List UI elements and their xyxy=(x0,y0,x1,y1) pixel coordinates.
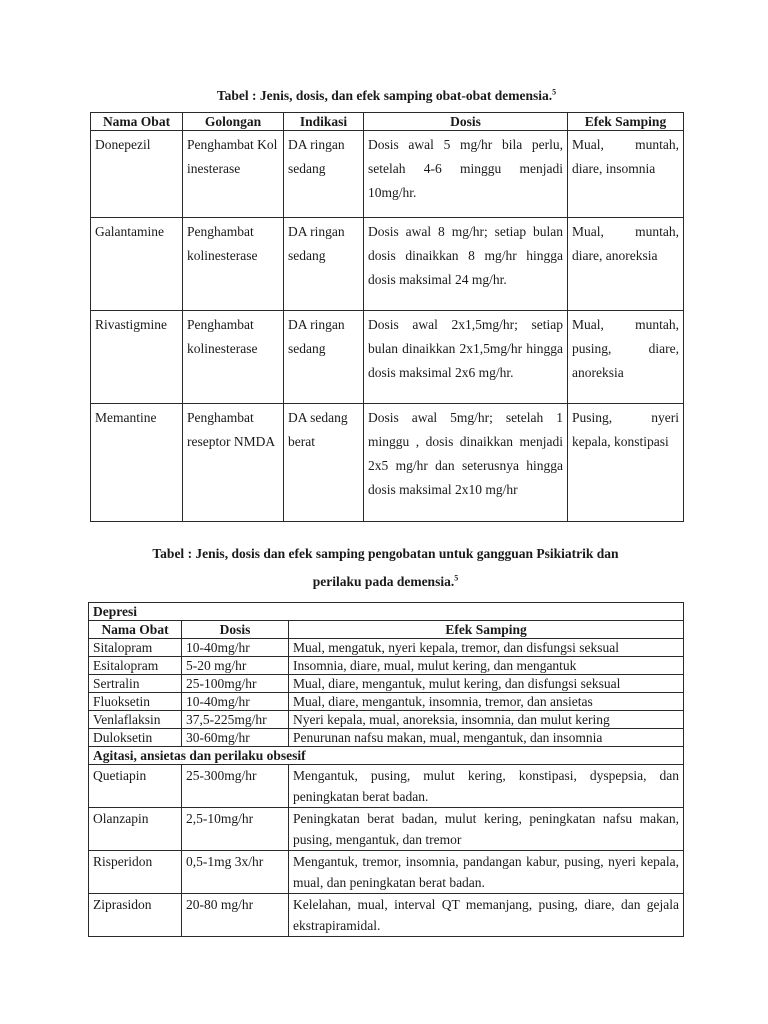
drug-class: Penghambat reseptor NMDA xyxy=(183,404,284,522)
drug-side-effects: Pusing, nyeri kepala, konstipasi xyxy=(568,404,684,522)
drug-indication: DA ringan sedang xyxy=(284,218,364,311)
table1-header-row xyxy=(91,113,684,131)
drug-dose: Dosis awal 5mg/hr; setelah 1 minggu , dosis dinaikkan menjadi 2x5 mg/hr dan seterusnya hingga dosis maksimal 2x10 mg/hr xyxy=(364,404,568,522)
table-row xyxy=(89,808,684,851)
drug-name: Quetiapin xyxy=(89,765,182,808)
table2-caption-line2: perilaku pada demensia. xyxy=(312,574,455,589)
drug-side-effects: Mengantuk, pusing, mulut kering, konstipasi, dyspepsia, dan peningkatan berat badan. xyxy=(289,765,684,808)
drug-name: Sertralin xyxy=(89,675,182,693)
drug-name: Ziprasidon xyxy=(89,894,182,937)
drug-dose: 37,5-225mg/hr xyxy=(182,711,289,729)
table2-caption xyxy=(88,540,683,596)
drug-name: Esitalopram xyxy=(89,657,182,675)
drug-dose: 20-80 mg/hr xyxy=(182,894,289,937)
drug-dose: Dosis awal 8 mg/hr; setiap bulan dosis dinaikkan 8 mg/hr hingga dosis maksimal 24 mg/hr. xyxy=(364,218,568,311)
drug-side-effects: Nyeri kepala, mual, anoreksia, insomnia, dan mulut kering xyxy=(289,711,684,729)
drug-side-effects: Peningkatan berat badan, mulut kering, peningkatan nafsu makan, pusing, mengantuk, dan tremor xyxy=(289,808,684,851)
table1-header: Nama Obat xyxy=(91,113,183,131)
table1-row xyxy=(91,218,684,311)
drug-side-effects: Mual, muntah, diare, anoreksia xyxy=(568,218,684,311)
table-row xyxy=(89,894,684,937)
drug-name: Donepezil xyxy=(91,131,183,218)
drug-name: Rivastigmine xyxy=(91,311,183,404)
drug-dose: 10-40mg/hr xyxy=(182,693,289,711)
drug-dose: 25-300mg/hr xyxy=(182,765,289,808)
drug-indication: DA ringan sedang xyxy=(284,131,364,218)
table-row xyxy=(89,765,684,808)
drug-name: Galantamine xyxy=(91,218,183,311)
drug-side-effects: Mual, muntah, pusing, diare, anoreksia xyxy=(568,311,684,404)
table-row xyxy=(89,657,684,675)
drug-class: Penghambat kolinesterase xyxy=(183,218,284,311)
table2-caption-line1: Tabel : Jenis, dosis dan efek samping pengobatan untuk gangguan Psikiatrik dan xyxy=(152,546,619,561)
table1-caption: Tabel : Jenis, dosis, dan efek samping obat-obat demensia.$^5$ xyxy=(216,87,557,103)
drug-side-effects: Insomnia, diare, mual, mulut kering, dan mengantuk xyxy=(289,657,684,675)
drug-name: Duloksetin xyxy=(89,729,182,747)
table2-header-row xyxy=(89,621,684,639)
drug-name: Memantine xyxy=(91,404,183,522)
drug-indication: DA ringan sedang xyxy=(284,311,364,404)
table1-header: Indikasi xyxy=(284,113,364,131)
drug-side-effects: Kelelahan, mual, interval QT memanjang, pusing, diare, dan gejala ekstrapiramidal. xyxy=(289,894,684,937)
drug-dose: 2,5-10mg/hr xyxy=(182,808,289,851)
drug-side-effects: Mual, mengatuk, nyeri kepala, tremor, dan disfungsi seksual xyxy=(289,639,684,657)
table-row xyxy=(89,729,684,747)
section-row xyxy=(89,603,684,621)
drug-name: Olanzapin xyxy=(89,808,182,851)
table1-header: Efek Samping xyxy=(568,113,684,131)
section-depresi: Depresi xyxy=(89,603,684,621)
dementia-drugs-table xyxy=(90,112,684,522)
drug-dose: Dosis awal 2x1,5mg/hr; setiap bulan dinaikkan 2x1,5mg/hr hingga dosis maksimal 2x6 mg/hr. xyxy=(364,311,568,404)
table2-header: Efek Samping xyxy=(289,621,684,639)
drug-dose: 30-60mg/hr xyxy=(182,729,289,747)
table-row xyxy=(89,711,684,729)
table2-header: Dosis xyxy=(182,621,289,639)
table1-caption-footnote: 5 xyxy=(552,87,557,97)
drug-name: Risperidon xyxy=(89,851,182,894)
section-row xyxy=(89,747,684,765)
table1-header: Dosis xyxy=(364,113,568,131)
drug-side-effects: Mual, muntah, diare, insomnia xyxy=(568,131,684,218)
drug-dose: 10-40mg/hr xyxy=(182,639,289,657)
psychiatric-drugs-table xyxy=(88,602,684,937)
drug-side-effects: Mual, diare, mengantuk, mulut kering, dan disfungsi seksual xyxy=(289,675,684,693)
drug-name: Sitalopram xyxy=(89,639,182,657)
table1-header: Golongan xyxy=(183,113,284,131)
section-agitasi: Agitasi, ansietas dan perilaku obsesif xyxy=(89,747,684,765)
drug-class: Penghambat Kolinesterase xyxy=(183,131,284,218)
drug-name: Fluoksetin xyxy=(89,693,182,711)
drug-side-effects: Penurunan nafsu makan, mual, mengantuk, dan insomnia xyxy=(289,729,684,747)
drug-indication: DA sedang berat xyxy=(284,404,364,522)
drug-dose: 5-20 mg/hr xyxy=(182,657,289,675)
table-row xyxy=(89,851,684,894)
table-row xyxy=(89,675,684,693)
drug-class: Penghambat kolinesterase xyxy=(183,311,284,404)
drug-side-effects: Mual, diare, mengantuk, insomnia, tremor, dan ansietas xyxy=(289,693,684,711)
table1-row xyxy=(91,311,684,404)
drug-dose: Dosis awal 5 mg/hr bila perlu, setelah 4-6 minggu menjadi 10mg/hr. xyxy=(364,131,568,218)
table-row xyxy=(89,693,684,711)
table-row xyxy=(89,639,684,657)
table2-header: Nama Obat xyxy=(89,621,182,639)
drug-dose: 0,5-1mg 3x/hr xyxy=(182,851,289,894)
drug-name: Venlaflaksin xyxy=(89,711,182,729)
drug-side-effects: Mengantuk, tremor, insomnia, pandangan kabur, pusing, nyeri kepala, mual, dan peningkatan berat badan. xyxy=(289,851,684,894)
table1-row xyxy=(91,404,684,522)
drug-dose: 25-100mg/hr xyxy=(182,675,289,693)
table1-row xyxy=(91,131,684,218)
table2-caption-footnote: 5 xyxy=(454,573,459,583)
